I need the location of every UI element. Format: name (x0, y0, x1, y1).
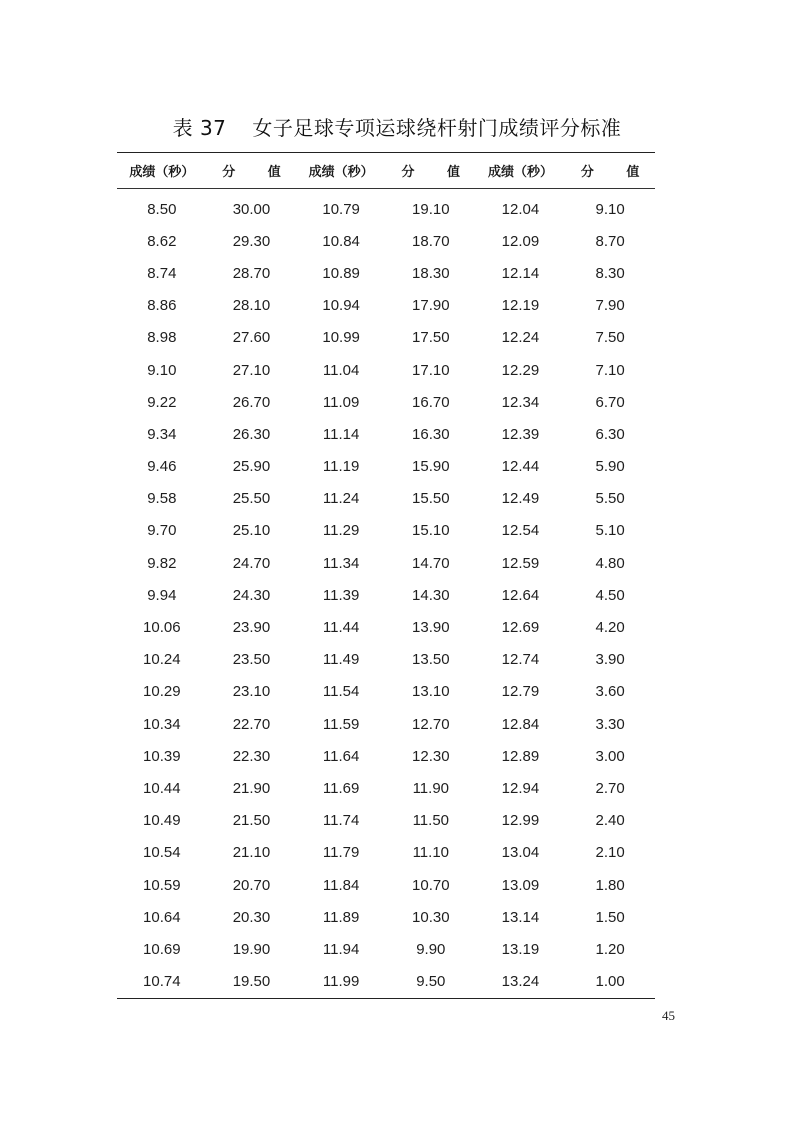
cell-score-1: 26.30 (232, 425, 271, 443)
cell-time-2: 10.84 (322, 232, 360, 250)
cell-time-1: 9.82 (147, 554, 177, 572)
cell-score-3: 7.90 (595, 297, 625, 315)
cell-score-3: 4.50 (595, 586, 625, 604)
cell-score-3: 5.50 (595, 490, 625, 508)
cell-score-1: 27.60 (232, 329, 271, 347)
cell-time-2: 11.39 (322, 586, 360, 604)
cell-score-2: 12.30 (412, 747, 450, 765)
cell-time-2: 11.79 (322, 844, 360, 862)
cell-score-1: 26.70 (232, 393, 271, 411)
table-row (117, 418, 655, 450)
cell-score-3: 4.80 (595, 554, 625, 572)
cell-time-3: 12.14 (501, 264, 540, 282)
cell-time-2: 11.89 (322, 908, 360, 926)
cell-score-3: 1.80 (595, 876, 625, 894)
cell-time-1: 10.59 (143, 876, 181, 894)
cell-time-1: 10.69 (143, 940, 181, 958)
cell-time-1: 9.22 (147, 393, 177, 411)
table-row (117, 708, 655, 740)
cell-score-3: 1.20 (595, 940, 625, 958)
cell-time-3: 12.94 (501, 779, 540, 797)
page-title (0, 112, 794, 141)
cell-time-2: 11.99 (322, 973, 360, 991)
score-table (117, 153, 655, 998)
table-row (117, 189, 655, 226)
cell-score-3: 2.40 (595, 812, 625, 830)
cell-time-1: 8.86 (147, 297, 177, 315)
cell-time-3: 12.89 (501, 747, 540, 765)
cell-score-3: 3.00 (595, 747, 625, 765)
header-time-2: 成绩（秒） (308, 165, 374, 180)
header-row (117, 153, 655, 189)
cell-time-1: 9.34 (147, 425, 177, 443)
table-row (117, 644, 655, 676)
table-row (117, 869, 655, 901)
cell-time-2: 11.49 (322, 651, 360, 669)
cell-score-1: 19.90 (232, 940, 271, 958)
cell-time-3: 12.24 (501, 329, 540, 347)
table-row (117, 515, 655, 547)
cell-score-3: 9.10 (595, 200, 625, 218)
table-row (117, 322, 655, 354)
cell-score-3: 2.10 (595, 844, 625, 862)
score-table-container (117, 152, 655, 999)
table-row (117, 772, 655, 804)
cell-score-2: 17.50 (412, 329, 450, 347)
cell-score-2: 13.90 (412, 619, 450, 637)
cell-score-2: 13.10 (412, 683, 450, 701)
cell-score-1: 20.30 (232, 908, 271, 926)
table-title: 女子足球专项运球绕杆射门成绩评分标准 (252, 116, 622, 140)
cell-score-2: 14.30 (412, 586, 450, 604)
cell-time-1: 10.74 (143, 973, 181, 991)
cell-time-2: 11.94 (322, 940, 360, 958)
cell-score-2: 11.50 (412, 812, 450, 830)
table-row (117, 354, 655, 386)
cell-score-1: 23.90 (232, 619, 271, 637)
cell-time-1: 10.34 (143, 715, 181, 733)
cell-time-1: 10.64 (143, 908, 181, 926)
cell-time-3: 12.44 (501, 458, 540, 476)
cell-time-1: 8.74 (147, 264, 177, 282)
cell-score-1: 28.10 (232, 297, 271, 315)
cell-score-1: 23.10 (232, 683, 271, 701)
page-number: 45 (662, 1008, 675, 1023)
cell-time-1: 9.46 (147, 458, 177, 476)
cell-time-2: 11.24 (322, 490, 360, 508)
cell-score-1: 25.10 (232, 522, 271, 540)
table-row (117, 483, 655, 515)
cell-time-3: 12.79 (501, 683, 540, 701)
cell-score-1: 24.70 (232, 554, 271, 572)
cell-time-3: 12.04 (501, 200, 540, 218)
cell-time-2: 11.34 (322, 554, 360, 572)
cell-time-2: 11.19 (322, 458, 360, 476)
cell-score-1: 28.70 (232, 264, 271, 282)
cell-time-2: 10.89 (322, 264, 360, 282)
cell-time-1: 8.50 (147, 200, 177, 218)
cell-time-3: 13.24 (501, 973, 540, 991)
cell-time-1: 9.70 (147, 522, 177, 540)
cell-score-1: 21.90 (232, 779, 271, 797)
cell-score-1: 30.00 (232, 200, 271, 218)
cell-time-3: 13.09 (501, 876, 540, 894)
cell-time-3: 12.84 (501, 715, 540, 733)
cell-score-1: 21.50 (232, 812, 271, 830)
table-row (117, 225, 655, 257)
cell-time-2: 10.79 (322, 200, 360, 218)
cell-score-2: 17.90 (412, 297, 450, 315)
cell-time-2: 11.09 (322, 393, 360, 411)
table-header (117, 153, 655, 189)
table-number: 表 37 (172, 116, 227, 140)
cell-time-1: 10.24 (143, 651, 181, 669)
cell-time-3: 12.34 (501, 393, 540, 411)
cell-score-3: 1.00 (595, 973, 625, 991)
cell-time-3: 12.74 (501, 651, 540, 669)
cell-time-3: 12.29 (501, 361, 540, 379)
table-row (117, 837, 655, 869)
cell-time-3: 13.04 (501, 844, 540, 862)
cell-time-3: 12.69 (501, 619, 540, 637)
cell-time-1: 10.29 (143, 683, 181, 701)
cell-time-3: 12.39 (501, 425, 540, 443)
cell-time-3: 13.14 (501, 908, 540, 926)
cell-score-3: 6.70 (595, 393, 625, 411)
cell-score-2: 12.70 (412, 715, 450, 733)
cell-score-3: 4.20 (595, 619, 625, 637)
cell-score-3: 7.50 (595, 329, 625, 347)
cell-time-2: 11.14 (322, 425, 360, 443)
cell-time-2: 11.69 (322, 779, 360, 797)
cell-score-2: 11.10 (412, 844, 450, 862)
cell-time-2: 10.94 (322, 297, 360, 315)
table-body (117, 189, 655, 998)
cell-score-1: 23.50 (232, 651, 271, 669)
table-row (117, 901, 655, 933)
table-row (117, 451, 655, 483)
cell-score-2: 10.70 (412, 876, 450, 894)
cell-time-2: 11.84 (322, 876, 360, 894)
cell-time-1: 9.94 (147, 586, 177, 604)
cell-score-2: 10.30 (412, 908, 450, 926)
cell-score-3: 3.30 (595, 715, 625, 733)
cell-score-1: 25.50 (232, 490, 271, 508)
cell-time-1: 8.98 (147, 329, 177, 347)
header-time-3: 成绩（秒） (487, 165, 553, 180)
cell-score-3: 6.30 (595, 425, 625, 443)
cell-score-2: 19.10 (412, 200, 450, 218)
cell-score-1: 22.30 (232, 747, 271, 765)
cell-time-3: 12.09 (501, 232, 540, 250)
cell-score-1: 19.50 (232, 973, 271, 991)
cell-time-1: 10.44 (143, 779, 181, 797)
table-row (117, 805, 655, 837)
table-row (117, 257, 655, 289)
table-row (117, 676, 655, 708)
cell-score-2: 15.50 (412, 490, 450, 508)
table-row (117, 740, 655, 772)
header-score-2: 分 值 (401, 165, 475, 180)
cell-score-2: 16.70 (412, 393, 450, 411)
cell-score-3: 3.60 (595, 683, 625, 701)
cell-score-2: 18.30 (412, 264, 450, 282)
cell-score-1: 24.30 (232, 586, 271, 604)
cell-score-2: 11.90 (412, 779, 450, 797)
table-row (117, 611, 655, 643)
cell-time-1: 9.10 (147, 361, 177, 379)
cell-time-3: 12.49 (501, 490, 540, 508)
cell-time-2: 11.04 (322, 361, 360, 379)
cell-time-2: 11.64 (322, 747, 360, 765)
cell-score-1: 27.10 (232, 361, 271, 379)
cell-time-3: 12.64 (501, 586, 540, 604)
cell-score-3: 2.70 (595, 779, 625, 797)
cell-time-3: 13.19 (501, 940, 540, 958)
cell-time-3: 12.59 (501, 554, 540, 572)
cell-score-1: 20.70 (232, 876, 271, 894)
cell-time-1: 10.39 (143, 747, 181, 765)
cell-score-3: 1.50 (595, 908, 625, 926)
table-row (117, 966, 655, 998)
cell-time-1: 10.49 (143, 812, 181, 830)
table-row (117, 290, 655, 322)
cell-score-1: 25.90 (232, 458, 271, 476)
cell-score-3: 3.90 (595, 651, 625, 669)
cell-time-3: 12.99 (501, 812, 540, 830)
cell-time-2: 11.29 (322, 522, 360, 540)
cell-time-2: 11.54 (322, 683, 360, 701)
cell-score-3: 8.30 (595, 264, 625, 282)
cell-score-2: 17.10 (412, 361, 450, 379)
cell-score-3: 5.10 (595, 522, 625, 540)
cell-score-2: 9.50 (416, 973, 446, 991)
cell-score-3: 5.90 (595, 458, 625, 476)
table-row (117, 386, 655, 418)
header-score-1: 分 值 (222, 165, 295, 180)
cell-time-3: 12.54 (501, 522, 540, 540)
cell-score-2: 9.90 (416, 940, 446, 958)
cell-score-2: 15.10 (412, 522, 450, 540)
cell-score-3: 7.10 (595, 361, 625, 379)
cell-time-1: 10.54 (143, 844, 181, 862)
cell-time-2: 11.44 (322, 619, 360, 637)
cell-time-1: 10.06 (143, 619, 181, 637)
cell-score-3: 8.70 (595, 232, 625, 250)
cell-time-2: 11.74 (322, 812, 360, 830)
cell-score-1: 29.30 (232, 232, 271, 250)
cell-time-3: 12.19 (501, 297, 540, 315)
cell-score-2: 15.90 (412, 458, 450, 476)
cell-time-1: 9.58 (147, 490, 177, 508)
table-bottom-rule (117, 998, 655, 999)
header-score-3: 分 值 (580, 165, 654, 180)
cell-time-1: 8.62 (147, 232, 177, 250)
header-time-1: 成绩（秒） (129, 165, 195, 180)
cell-score-1: 22.70 (232, 715, 271, 733)
cell-score-2: 14.70 (412, 554, 450, 572)
table-row (117, 933, 655, 965)
cell-time-2: 11.59 (322, 715, 360, 733)
cell-score-2: 13.50 (412, 651, 450, 669)
table-row (117, 547, 655, 579)
cell-time-2: 10.99 (322, 329, 360, 347)
table-row (117, 579, 655, 611)
cell-score-2: 18.70 (412, 232, 450, 250)
cell-score-2: 16.30 (412, 425, 450, 443)
cell-score-1: 21.10 (232, 844, 271, 862)
